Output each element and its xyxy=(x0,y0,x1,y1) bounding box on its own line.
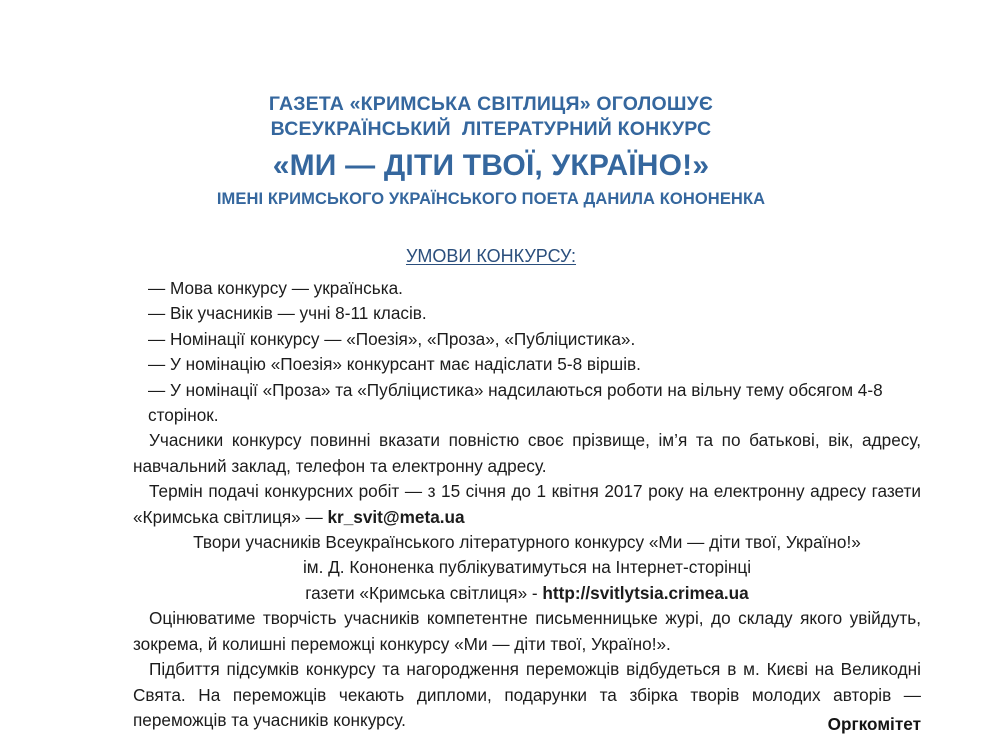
list-item: — Номінації конкурсу — «Поезія», «Проза», «Публіцистика». xyxy=(148,328,636,349)
conditions-heading-text: УМОВИ КОНКУРСУ: xyxy=(405,246,577,266)
signature-text: Оргкомітет xyxy=(827,714,921,734)
contact-email[interactable]: kr_svit@meta.ua xyxy=(327,506,465,527)
contest-title: «МИ — ДІТИ ТВОЇ, УКРАЇНО!» xyxy=(272,149,710,182)
contest-subtitle: ІМЕНІ КРИМСЬКОГО УКРАЇНСЬКОГО ПОЕТА ДАНИЛА КОНОНЕНКА xyxy=(216,190,766,208)
list-item: — У номінації «Проза» та «Публіцистика» надсилаються роботи на вільну тему обсягом 4-8 сторінок. xyxy=(148,379,883,426)
document-body xyxy=(133,276,921,733)
publication-line-3 xyxy=(133,581,921,606)
heading-line-1: ГАЗЕТА «КРИМСЬКА СВІТЛИЦЯ» ОГОЛОШУЄ xyxy=(268,93,714,115)
publication-line-2: ім. Д. Кононенка публікуватимуться на Інтернет-сторінці xyxy=(302,557,752,578)
document-heading xyxy=(0,92,982,210)
signature xyxy=(133,712,921,736)
website-url[interactable]: http://svitlytsia.crimea.ua xyxy=(542,582,749,603)
publication-line-1: Твори учасників Всеукраїнського літературного конкурсу «Ми — діти твої, Україно!» xyxy=(193,532,861,553)
paragraph-deadline xyxy=(133,479,921,530)
paragraph-jury: Оцінюватиме творчість учасників компетентне письменницьке журі, до складу якого увійдуть, зокрема, й колишні переможці конкурсу «Ми — діти твої, Україно!». xyxy=(133,608,921,654)
conditions-list xyxy=(133,276,921,428)
publication-line-3-prefix: газети «Кримська світлиця» - xyxy=(305,582,543,603)
paragraph-publication xyxy=(133,530,921,606)
list-item: — У номінацію «Поезія» конкурсант має надіслати 5-8 віршів. xyxy=(148,354,641,375)
list-item: — Вік учасників — учні 8-11 класів. xyxy=(148,303,427,324)
deadline-text: Термін подачі конкурсних робіт — з 15 січня до 1 квітня 2017 року на електронну адресу газети «Кримська світлиця» — xyxy=(133,481,921,527)
heading-line-2: ВСЕУКРАЇНСЬКИЙ ЛІТЕРАТУРНИЙ КОНКУРС xyxy=(270,118,712,140)
paragraph-participants: Учасники конкурсу повинні вказати повністю своє прізвище, ім’я та по батькові, вік, адресу, навчальний заклад, телефон та електронну адресу. xyxy=(133,430,921,476)
list-item: — Мова конкурсу — українська. xyxy=(148,278,403,298)
conditions-heading xyxy=(0,244,982,268)
paragraph-results: Підбиття підсумків конкурсу та нагородження переможців відбудеться в м. Києві на Великодні Свята. На переможців чекають дипломи, подарунки та збірка творів молодих авторів — переможців та учасників конкурсу. xyxy=(133,659,921,730)
